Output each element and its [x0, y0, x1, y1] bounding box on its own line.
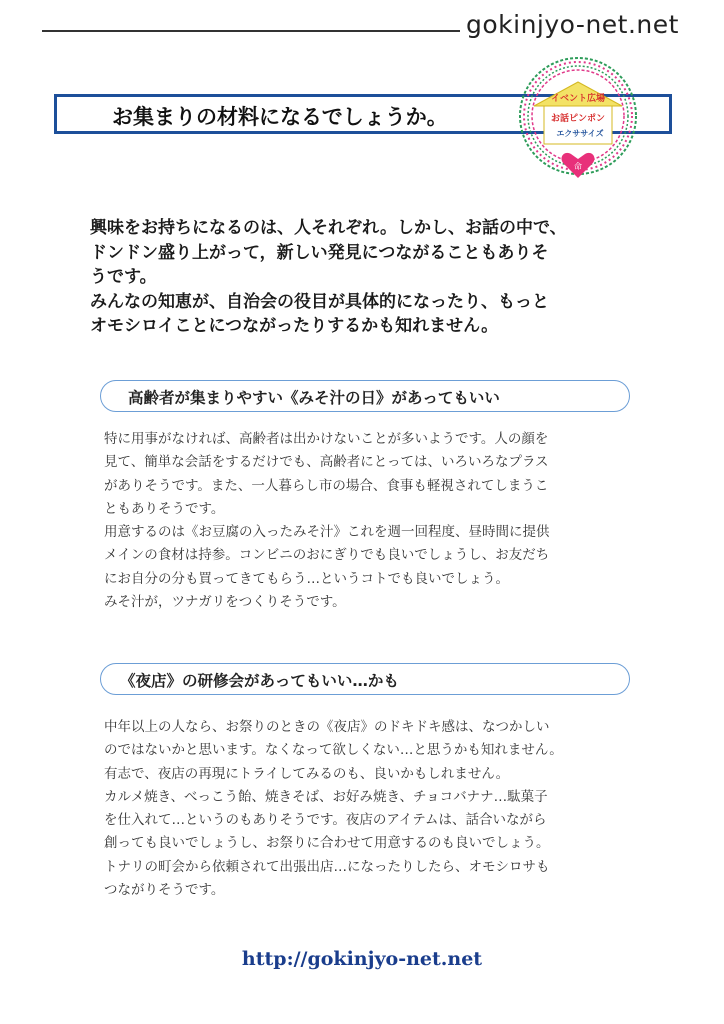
intro-line: オモシロイことにつながったりするかも知れません。 [90, 316, 499, 336]
body-line: ともありそうです。 [104, 500, 225, 517]
body-line: のではないかと思います。なくなって欲しくない…と思うかも知れません。 [104, 742, 563, 759]
page-title: お集まりの材料になるでしょうか。 [112, 105, 448, 129]
body-line: 中年以上の人なら、お祭りのときの《夜店》のドキドキ感は、なつかしい [104, 719, 550, 735]
section-1-body [104, 428, 664, 614]
body-line: 特に用事がなければ、高齢者は出かけないことが多いようです。人の顔を [104, 431, 549, 447]
section-2-title: 《夜店》の研修会があってもいい…かも [120, 672, 399, 690]
intro-line: みんなの知恵が、自治会の役目が具体的になったり、もっと [90, 291, 549, 312]
section-2-body [104, 716, 664, 902]
body-line: 創っても良いでしょうし、お祭りに合わせて用意するのも良いでしょう。 [104, 835, 550, 852]
intro-paragraph [90, 216, 680, 339]
body-line: を仕入れて…というのもありそうです。夜店のアイテムは、話合いながら [104, 812, 547, 829]
body-line: 見て、簡単な会話をするだけでも、高齢者にとっては、いろいろなプラス [104, 454, 549, 471]
header-rule [42, 30, 460, 32]
body-line: カルメ焼き、べっこう飴、焼きそば、お好み焼き、チョコバナナ…駄菓子 [104, 788, 548, 805]
footer-url-link[interactable]: http://gokinjyo-net.net [241, 948, 483, 970]
body-line: 有志で、夜店の再現にトライしてみるのも、良いかもしれません。 [104, 765, 510, 782]
intro-line: うです。 [90, 267, 157, 287]
body-line: がありそうです。また、一人暮らし市の場合、食事も軽視されてしまうこ [104, 477, 549, 494]
body-line: メインの食材は持参。コンビニのおにぎりでも良いでしょうし、お友だち [104, 547, 550, 564]
site-brand: gokinjyo-net.net [466, 10, 679, 39]
intro-line: 興味をお持ちになるのは、人それぞれ。しかし、お話の中で、 [90, 218, 567, 238]
body-line: 用意するのは《お豆腐の入ったみそ汁》これを週一回程度、昼時間に提供 [104, 524, 550, 541]
badge-line2: エクササイズ [556, 129, 604, 138]
badge-roof-text: イベント広場 [550, 94, 606, 104]
intro-line: ドンドン盛り上がって，新しい発見につながることもありそ [90, 242, 549, 263]
event-badge-logo [514, 54, 642, 184]
body-line: トナリの町会から依頼されて出張出店…になったりしたら、オモシロサも [104, 858, 550, 875]
badge-heart-text: 命 [574, 162, 582, 171]
body-line: つながりそうです。 [104, 882, 225, 899]
badge-line1: お話ピンポン [550, 114, 606, 124]
body-line: にお自分の分も買ってきてもらう…というコトでも良いでしょう。 [104, 570, 509, 587]
section-1-title: 高齢者が集まりやすい《みそ汁の日》があってもいい [128, 389, 500, 407]
body-line: みそ汁が，ツナガリをつくりそうです。 [104, 594, 346, 611]
